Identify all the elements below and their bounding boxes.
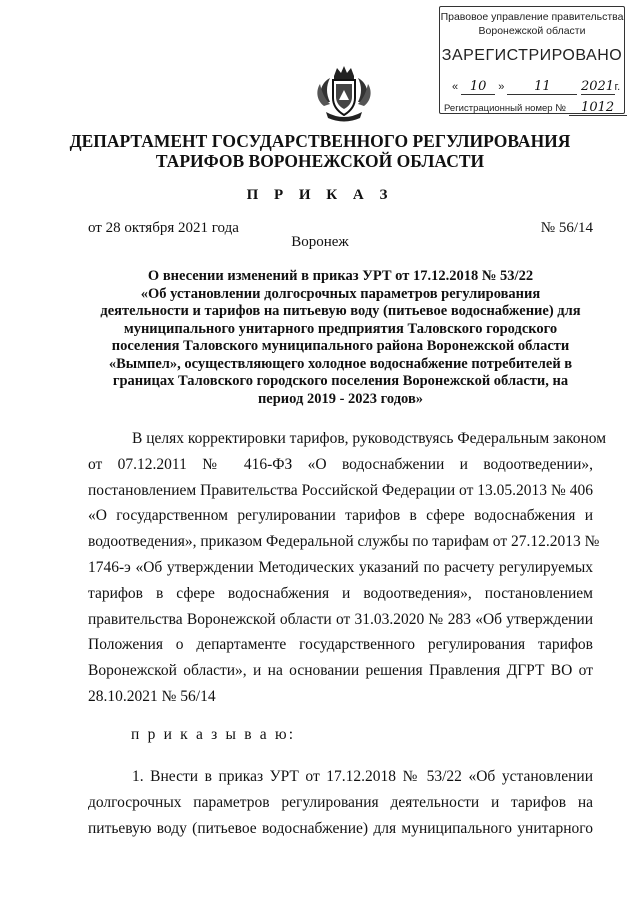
stamp-org-line1: Правовое управление правительства [440,11,624,23]
paragraph-line: долгосрочных параметров регулирования деятельности и тарифов на [88,793,593,811]
paragraph-line: постановлением Правительства Российской Федерации от 13.05.2013 № 406 [88,481,593,499]
title-line: период 2019 - 2023 годов» [257,390,424,407]
stamp-date-close: » [498,81,505,93]
title-line: поселения Таловского муниципального района Воронежской области [111,338,570,354]
paragraph-line: В целях корректировки тарифов, руководствуясь Федеральным законом [132,430,607,447]
stamp-date-suffix: г. [614,81,621,93]
stamp-date-year: 2021 [580,79,615,94]
paragraph-line: 1. Внести в приказ УРТ от 17.12.2018 № 53/22 «Об установлении [132,768,593,785]
paragraph-line: от 07.12.2011 № 416-ФЗ «О водоснабжении и водоотведении», [88,455,593,473]
paragraph-line: Воронежской области», и на основании решения Правления ДГРТ ВО от [88,662,593,680]
title-line: деятельности и тарифов на питьевую воду (питьевое водоснабжение) для [100,303,581,319]
stamp-date-month: 11 [507,79,577,95]
paragraph-line: 28.10.2021 № 56/14 [88,687,216,705]
paragraph-line: Положения о департаменте государственного регулирования тарифов [88,636,593,654]
stamp-org-line2: Воронежской области [478,25,586,37]
title-line: муниципального унитарного предприятия Таловского городского [123,320,558,337]
stamp-date-day: 10 [461,79,495,95]
clause-1-paragraph [88,764,593,841]
title-line: границах Таловского городского поселения Воронежской области, на [112,373,569,389]
stamp-reg-number: 1012 [569,100,627,116]
stamp-date [452,79,620,95]
order-title [88,268,593,408]
paragraph-line: 1746-э «Об утверждении Методических указаний по расчету регулируемых [88,558,593,576]
stamp-reg-number-line: Регистрационный номер № 1012 [444,100,627,116]
paragraph-line: тарифов в сфере водоснабжения и водоотведения», постановлением [88,584,593,602]
registration-stamp [439,6,625,114]
department-name-line1: ДЕПАРТАМЕНТ ГОСУДАРСТВЕННОГО РЕГУЛИРОВАНИЯ [69,131,571,151]
stamp-date-open: « [452,81,459,93]
stamp-registered: ЗАРЕГИСТРИРОВАНО [441,47,623,64]
city: Воронеж [291,234,349,250]
order-number: № 56/14 [540,220,593,236]
order-date: от 28 октября 2021 года [88,220,239,236]
paragraph-line: питьевую воду (питьевое водоснабжение) для муниципального унитарного [88,819,593,837]
paragraph-line: водоотведения», приказом Федеральной службы по тарифам от 27.12.2013 № [88,533,600,551]
stamp-reg-label: Регистрационный номер [444,103,553,114]
title-line: «Вымпел», осуществляющего холодное водоснабжение потребителей в [108,355,573,372]
paragraph-line: «О государственном регулировании тарифов в сфере водоснабжения и [88,507,593,525]
title-line: О внесении изменений в приказ УРТ от 17.12.2018 № 53/22 [147,268,534,284]
document-type: П Р И К А З [246,187,394,203]
paragraph-line: правительства Воронежской области от 31.03.2020 № 283 «Об утверждении [88,610,593,628]
orders-word: п р и к а з ы в а ю: [131,726,296,743]
title-line: «Об установлении долгосрочных параметров регулирования [140,285,541,302]
department-name-line2: ТАРИФОВ ВОРОНЕЖСКОЙ ОБЛАСТИ [155,151,485,171]
coat-of-arms-icon [312,62,376,124]
preamble-paragraph [88,426,607,710]
